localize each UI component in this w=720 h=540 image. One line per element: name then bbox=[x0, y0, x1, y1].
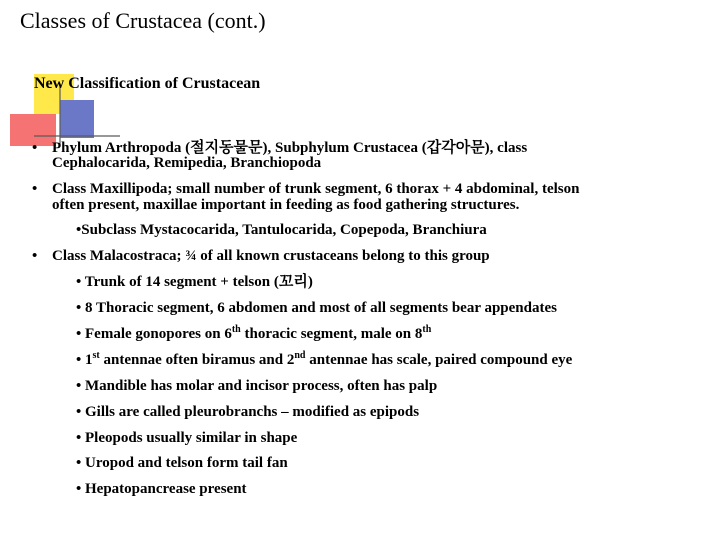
bullet-marker: • bbox=[32, 140, 38, 156]
superscript: st bbox=[92, 350, 100, 361]
bullet-marker: • bbox=[76, 222, 82, 238]
bullet-marker: • bbox=[76, 481, 82, 497]
mandible-text: Mandible has molar and incisor process, often has palp bbox=[85, 378, 438, 394]
bullet-marker: • bbox=[32, 248, 38, 264]
list-item bbox=[76, 326, 431, 343]
gonopore-text: Female gonopores on 6 bbox=[85, 326, 232, 342]
gills-text: Gills are called pleurobranchs – modified as epipods bbox=[85, 404, 420, 420]
bullet-marker: • bbox=[32, 181, 38, 197]
superscript: th bbox=[231, 324, 241, 335]
list-item bbox=[76, 274, 313, 291]
bullet-phylum-line2: Cephalocarida, Remipedia, Branchiopoda bbox=[52, 155, 322, 171]
bullet-malacostraca: Class Malacostraca; ¾ of all known crustaceans belong to this group bbox=[52, 248, 490, 264]
bullet-maxillipoda-line2: often present, maxillae important in feeding as food gathering structures. bbox=[52, 197, 520, 213]
antennae-text: 1 bbox=[85, 352, 93, 368]
bullet-marker: • bbox=[76, 300, 82, 316]
blue-square bbox=[60, 100, 94, 138]
pleopods-text: Pleopods usually similar in shape bbox=[85, 430, 298, 446]
bullet-marker: • bbox=[76, 404, 82, 420]
bullet-marker: • bbox=[76, 430, 82, 446]
subclass-text: Subclass Mystacocarida, Tantulocarida, Copepoda, Branchiura bbox=[81, 222, 487, 238]
bullet-marker: • bbox=[76, 455, 82, 471]
section-subtitle: New Classification of Crustacean bbox=[34, 75, 261, 92]
list-item bbox=[76, 378, 437, 395]
list-item bbox=[76, 352, 572, 369]
antennae-text-mid: antennae often biramus and 2 bbox=[99, 352, 295, 368]
superscript: nd bbox=[294, 350, 306, 361]
list-item bbox=[76, 430, 297, 447]
thoracic-text: 8 Thoracic segment, 6 abdomen and most of all segments bear appendates bbox=[85, 300, 557, 316]
superscript: th bbox=[422, 324, 432, 335]
gonopore-text-mid: thoracic segment, male on 8 bbox=[240, 326, 423, 342]
bullet-marker: • bbox=[76, 274, 82, 290]
list-item-subclass bbox=[76, 222, 487, 239]
bullet-marker: • bbox=[76, 378, 82, 394]
uropod-text: Uropod and telson form tail fan bbox=[85, 455, 288, 471]
hepatopancrease-text: Hepatopancrease present bbox=[85, 481, 247, 497]
list-item bbox=[76, 300, 557, 317]
slide-title: Classes of Crustacea (cont.) bbox=[20, 8, 266, 33]
bullet-maxillipoda-line1: Class Maxillipoda; small number of trunk segment, 6 thorax + 4 abdominal, telson bbox=[52, 181, 580, 197]
trunk-text: Trunk of 14 segment + telson (꼬리) bbox=[84, 274, 313, 290]
list-item bbox=[76, 404, 419, 421]
bullet-marker: • bbox=[76, 326, 82, 342]
list-item bbox=[76, 455, 288, 472]
bullet-marker: • bbox=[76, 352, 82, 368]
bullet-phylum-line1: Phylum Arthropoda (절지동물문), Subphylum Crustacea (갑각아문), class bbox=[52, 140, 528, 156]
antennae-text-post: antennae has scale, paired compound eye bbox=[305, 352, 573, 368]
list-item bbox=[76, 481, 247, 498]
